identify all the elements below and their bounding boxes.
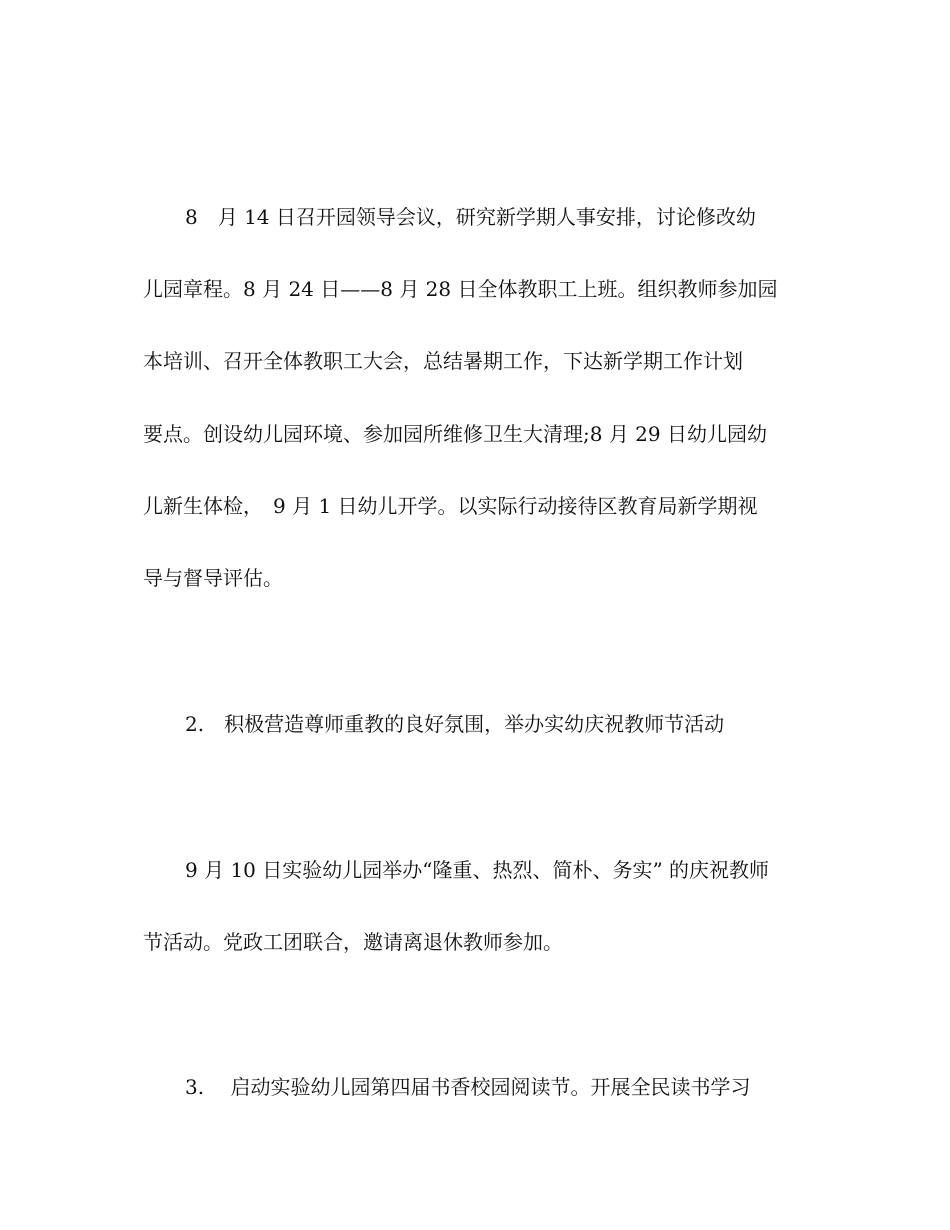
paragraph-1-line-3: 本培训、召开全体教职工大会，总结暑期工作，下达新学期工作计划 [143,349,743,373]
section-heading-2: 2. 积极营造尊师重教的良好氛围，举办实幼庆祝教师节活动 [185,712,725,736]
paragraph-1-line-5: 儿新生体检， 9 月 1 日幼儿开学。以实际行动接待区教育局新学期视 [143,494,758,518]
paragraph-1-line-6: 导与督导评估。 [143,566,283,590]
paragraph-1-line-4: 要点。创设幼儿园环境、参加园所维修卫生大清理;8 月 29 日幼儿园幼 [143,422,767,446]
paragraph-2-line-2: 节活动。党政工团联合，邀请离退休教师参加。 [143,930,563,954]
paragraph-2-line-1: 9 月 10 日实验幼儿园举办“隆重、热烈、简朴、务实” 的庆祝教师 [185,858,770,882]
paragraph-1-line-1: 8 月 14 日召开园领导会议，研究新学期人事安排，讨论修改幼 [185,205,756,229]
paragraph-1-line-2: 儿园章程。8 月 24 日——8 月 28 日全体教职工上班。组织教师参加园 [143,277,778,301]
section-heading-3: 3. 启动实验幼儿园第四届书香校园阅读节。开展全民读书学习 [185,1075,751,1099]
